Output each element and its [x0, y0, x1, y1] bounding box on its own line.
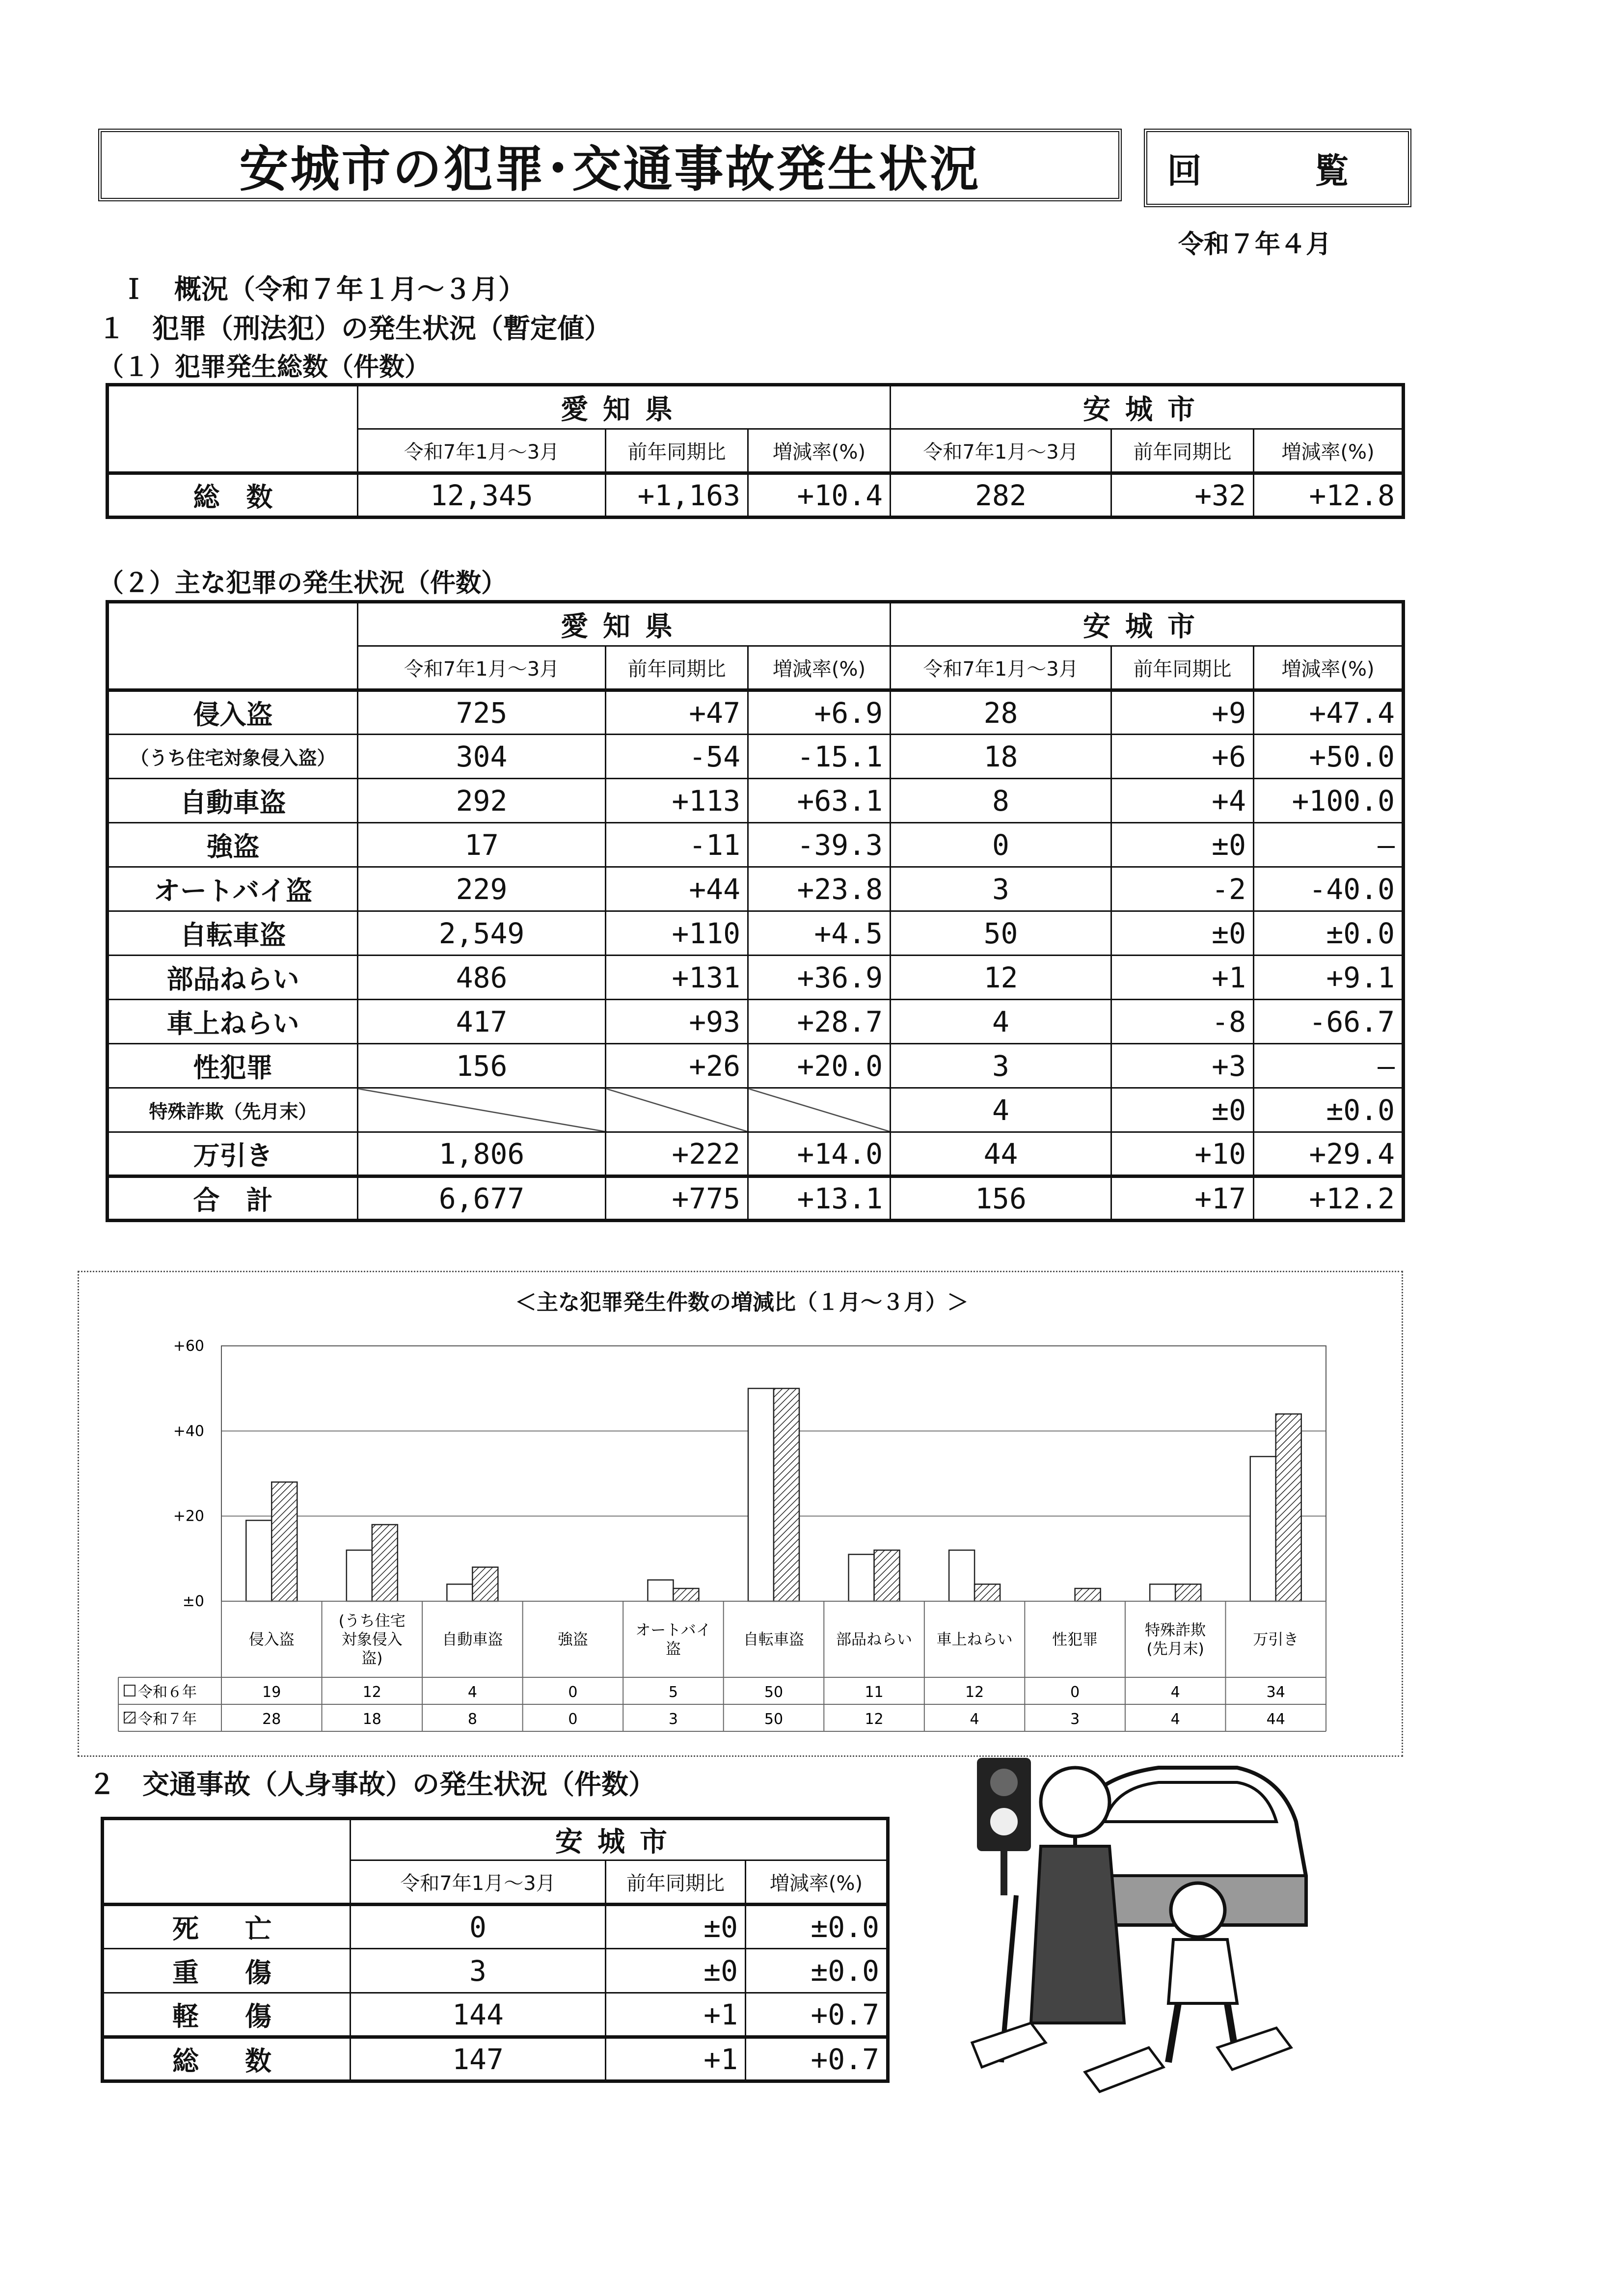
anjo-cell: ±0.0: [1254, 1088, 1404, 1132]
data-value-label: 4: [970, 1711, 979, 1728]
page-title-text: 安城市の犯罪･交通事故発生状況: [239, 140, 981, 198]
table2-col-period: 令和7年1月～3月: [358, 646, 606, 690]
category-label: 盗): [361, 1649, 383, 1667]
y-tick-label: +60: [173, 1338, 204, 1355]
table-row: [108, 1088, 1404, 1132]
chart-title: ＜主な犯罪発生件数の増減比（１月～３月）＞: [515, 1290, 969, 1315]
traffic-label: 重 傷: [103, 1949, 351, 1993]
data-value-label: 11: [865, 1684, 884, 1701]
data-value-label: 12: [965, 1684, 984, 1701]
aichi-cell: 417: [358, 1000, 606, 1044]
section-heading-overview: Ｉ 概況（令和７年１月～３月）: [120, 273, 526, 305]
table-row: [108, 779, 1404, 823]
anjo-cell: -66.7: [1254, 1000, 1404, 1044]
aichi-cell: -54: [606, 735, 748, 779]
anjo-cell: 4: [891, 1000, 1111, 1044]
table2-col-prev-anjo: 前年同期比: [1111, 646, 1254, 690]
category-label: 特殊詐欺: [1145, 1621, 1206, 1640]
category-label: 対象侵入: [341, 1631, 403, 1649]
aichi-cell: 156: [358, 1044, 606, 1088]
anjo-cell: +29.4: [1254, 1132, 1404, 1176]
legend-swatch: [124, 1685, 135, 1696]
crime-label: 特殊詐欺（先月末）: [108, 1088, 358, 1132]
table2-col-rate: 増減率(%): [748, 646, 891, 690]
anjo-cell: -40.0: [1254, 867, 1404, 911]
data-value-label: 12: [362, 1684, 381, 1701]
table-row: [103, 1993, 888, 2037]
traffic-col-period: 令和7年1月～3月: [351, 1860, 606, 1905]
section-heading-traffic: ２ 交通事故（人身事故）の発生状況（件数）: [88, 1769, 656, 1800]
aichi-cell: 304: [358, 735, 606, 779]
crime-bar-chart: [79, 1272, 1402, 1755]
bar-r6: [1150, 1584, 1175, 1601]
aichi-cell: +26: [606, 1044, 748, 1088]
table1-anjo-prev: +32: [1111, 473, 1254, 518]
anjo-cell: +9.1: [1254, 956, 1404, 1000]
data-value-label: 12: [865, 1711, 884, 1728]
table-row: [108, 690, 1404, 735]
category-label: (うち住宅: [338, 1612, 406, 1630]
data-value-label: 34: [1266, 1684, 1285, 1701]
issue-date: 令和７年４月: [1178, 230, 1332, 259]
crime-label: オートバイ盗: [108, 867, 358, 911]
aichi-cell: 2,549: [358, 911, 606, 956]
category-label: 盗: [665, 1640, 681, 1658]
crime-label: 車上ねらい: [108, 1000, 358, 1044]
traffic-label: 死 亡: [103, 1905, 351, 1949]
traffic-cell: +1: [606, 1993, 746, 2037]
bar-r7: [271, 1482, 297, 1601]
table-row: [108, 956, 1404, 1000]
category-label: オートバイ: [635, 1621, 711, 1640]
bar-r7: [472, 1567, 498, 1601]
legend-swatch: [124, 1712, 135, 1723]
aichi-cell: 229: [358, 867, 606, 911]
child-icon: [1171, 1883, 1225, 1937]
aichi-cell: 486: [358, 956, 606, 1000]
page-title: [98, 129, 1122, 201]
data-value-label: 3: [668, 1711, 678, 1728]
anjo-cell: -2: [1111, 867, 1254, 911]
category-label: 自動車盗: [442, 1631, 503, 1649]
data-value-label: 28: [262, 1711, 281, 1728]
legend-label: 令和７年: [138, 1711, 197, 1728]
table1-anjo-header: 安城市: [891, 385, 1404, 429]
anjo-cell: +9: [1111, 690, 1254, 735]
data-value-label: 4: [1170, 1711, 1180, 1728]
aichi-cell: +44: [606, 867, 748, 911]
circulate-label: 回 覧: [1167, 150, 1388, 191]
anjo-cell: 8: [891, 779, 1111, 823]
category-label: 性犯罪: [1052, 1631, 1098, 1649]
bar-r7: [1276, 1414, 1301, 1601]
anjo-cell: 0: [891, 823, 1111, 867]
crime-label: 万引き: [108, 1132, 358, 1176]
crosswalk-stripes: [972, 2023, 1291, 2092]
aichi-cell: -15.1: [748, 735, 891, 779]
aichi-cell: 6,677: [358, 1176, 606, 1221]
aichi-cell: [358, 1088, 606, 1132]
aichi-cell: +36.9: [748, 956, 891, 1000]
category-label: 自転車盗: [743, 1631, 804, 1649]
aichi-cell: 1,806: [358, 1132, 606, 1176]
data-value-label: 4: [467, 1684, 477, 1701]
traffic-col-prev: 前年同期比: [606, 1860, 746, 1905]
bar-r6: [246, 1520, 271, 1601]
anjo-cell: +4: [1111, 779, 1254, 823]
table-row: [103, 1949, 888, 1993]
crime-label: 侵入盗: [108, 690, 358, 735]
aichi-cell: +28.7: [748, 1000, 891, 1044]
y-tick-label: ±0: [182, 1593, 204, 1610]
table2-corner: [108, 602, 358, 690]
anjo-cell: 156: [891, 1176, 1111, 1221]
anjo-cell: 50: [891, 911, 1111, 956]
category-label: (先月末): [1146, 1640, 1204, 1658]
table1-col-prev: 前年同期比: [606, 429, 748, 473]
bar-r6: [447, 1584, 472, 1601]
data-value-label: 5: [668, 1684, 678, 1701]
bar-r6: [849, 1555, 874, 1601]
category-label: 万引き: [1253, 1631, 1299, 1649]
data-value-label: 44: [1266, 1711, 1285, 1728]
table2-aichi-header: 愛知県: [358, 602, 891, 646]
aichi-cell: 725: [358, 690, 606, 735]
aichi-cell: +63.1: [748, 779, 891, 823]
aichi-cell: +110: [606, 911, 748, 956]
anjo-cell: ±0: [1111, 911, 1254, 956]
circulate-box: [1144, 129, 1411, 207]
data-value-label: 19: [262, 1684, 281, 1701]
anjo-cell: +17: [1111, 1176, 1254, 1221]
bar-r6: [648, 1580, 673, 1601]
data-value-label: 0: [568, 1711, 578, 1728]
data-value-label: 8: [467, 1711, 477, 1728]
anjo-cell: 28: [891, 690, 1111, 735]
traffic-cell: ±0.0: [746, 1949, 888, 1993]
bar-r6: [347, 1550, 372, 1601]
table-row: [108, 867, 1404, 911]
anjo-cell: +10: [1111, 1132, 1254, 1176]
table1-col-period: 令和7年1月～3月: [358, 429, 606, 473]
table1-caption: （１）犯罪発生総数（件数）: [98, 353, 431, 382]
traffic-anjo-header: 安城市: [351, 1819, 888, 1860]
anjo-cell: ±0: [1111, 823, 1254, 867]
anjo-cell: 18: [891, 735, 1111, 779]
crime-label: 強盗: [108, 823, 358, 867]
table2-col-rate-anjo: 増減率(%): [1254, 646, 1404, 690]
aichi-cell: +222: [606, 1132, 748, 1176]
aichi-cell: 17: [358, 823, 606, 867]
table2-col-period-anjo: 令和7年1月～3月: [891, 646, 1111, 690]
table1-row-label: 総 数: [108, 473, 358, 518]
table1-corner: [108, 385, 358, 473]
anjo-cell: +50.0: [1254, 735, 1404, 779]
data-value-label: 3: [1070, 1711, 1080, 1728]
table1-anjo-rate: +12.8: [1254, 473, 1404, 518]
anjo-cell: 3: [891, 867, 1111, 911]
crime-label: （うち住宅対象侵入盗）: [108, 735, 358, 779]
crime-label: 部品ねらい: [108, 956, 358, 1000]
major-crimes-table: [106, 600, 1405, 1222]
traffic-cell: 3: [351, 1949, 606, 1993]
table1-anjo-count: 282: [891, 473, 1111, 518]
table-row: [108, 823, 1404, 867]
anjo-cell: -8: [1111, 1000, 1254, 1044]
aichi-cell: +93: [606, 1000, 748, 1044]
table-row: [103, 1905, 888, 1949]
traffic-cell: ±0.0: [746, 1905, 888, 1949]
bar-r7: [1175, 1584, 1201, 1601]
crime-label: 合 計: [108, 1176, 358, 1221]
bar-r7: [774, 1389, 799, 1601]
data-value-label: 18: [362, 1711, 381, 1728]
data-value-label: 4: [1170, 1684, 1180, 1701]
aichi-cell: 292: [358, 779, 606, 823]
bar-r6: [748, 1389, 774, 1601]
bar-r7: [372, 1525, 398, 1601]
data-value-label: 0: [1070, 1684, 1080, 1701]
crosswalk-illustration: [962, 1748, 1335, 2102]
anjo-cell: +47.4: [1254, 690, 1404, 735]
traffic-col-rate: 増減率(%): [746, 1860, 888, 1905]
traffic-cell: 0: [351, 1905, 606, 1949]
legend-label: 令和６年: [138, 1684, 197, 1701]
category-label: 強盗: [557, 1631, 588, 1649]
aichi-cell: +113: [606, 779, 748, 823]
traffic-cell: 144: [351, 1993, 606, 2037]
data-value-label: 50: [764, 1711, 784, 1728]
aichi-cell: -11: [606, 823, 748, 867]
bar-r6: [949, 1550, 974, 1601]
traffic-cell: +0.7: [746, 1993, 888, 2037]
bar-r7: [673, 1588, 699, 1601]
table-row: [108, 911, 1404, 956]
category-label: 部品ねらい: [836, 1631, 913, 1649]
table2-col-prev: 前年同期比: [606, 646, 748, 690]
anjo-cell: +12.2: [1254, 1176, 1404, 1221]
y-tick-label: +20: [173, 1507, 204, 1525]
anjo-cell: +100.0: [1254, 779, 1404, 823]
aichi-cell: +23.8: [748, 867, 891, 911]
grandmother-icon: [1041, 1768, 1109, 1836]
crime-total-table: [106, 383, 1405, 519]
table1-aichi-count: 12,345: [358, 473, 606, 518]
anjo-cell: ±0: [1111, 1088, 1254, 1132]
traffic-label: 総 数: [103, 2037, 351, 2081]
traffic-cell: ±0: [606, 1949, 746, 1993]
traffic-label: 軽 傷: [103, 1993, 351, 2037]
table-row: [103, 2037, 888, 2081]
anjo-cell: ―: [1254, 823, 1404, 867]
aichi-cell: [606, 1088, 748, 1132]
category-label: 侵入盗: [248, 1631, 295, 1649]
anjo-cell: +3: [1111, 1044, 1254, 1088]
aichi-cell: +14.0: [748, 1132, 891, 1176]
table-row: [108, 1044, 1404, 1088]
bar-r7: [974, 1584, 1000, 1601]
anjo-cell: 3: [891, 1044, 1111, 1088]
traffic-cell: 147: [351, 2037, 606, 2081]
anjo-cell: 4: [891, 1088, 1111, 1132]
crime-label: 自転車盗: [108, 911, 358, 956]
table-row: [108, 1132, 1404, 1176]
bar-r6: [1250, 1456, 1276, 1601]
bar-r7: [1075, 1588, 1101, 1601]
table-row: [108, 1176, 1404, 1221]
aichi-cell: +131: [606, 956, 748, 1000]
anjo-cell: 12: [891, 956, 1111, 1000]
aichi-cell: +47: [606, 690, 748, 735]
aichi-cell: +4.5: [748, 911, 891, 956]
table1-col-prev-anjo: 前年同期比: [1111, 429, 1254, 473]
crime-chart-frame: [78, 1271, 1403, 1757]
table1-aichi-header: 愛知県: [358, 385, 891, 429]
bar-r7: [874, 1550, 900, 1601]
category-label: 車上ねらい: [936, 1631, 1013, 1649]
table2-anjo-header: 安城市: [891, 602, 1404, 646]
table1-col-rate-anjo: 増減率(%): [1254, 429, 1404, 473]
traffic-cell: +0.7: [746, 2037, 888, 2081]
aichi-cell: +6.9: [748, 690, 891, 735]
aichi-cell: -39.3: [748, 823, 891, 867]
aichi-cell: [748, 1088, 891, 1132]
crime-label: 性犯罪: [108, 1044, 358, 1088]
aichi-cell: +20.0: [748, 1044, 891, 1088]
anjo-cell: ―: [1254, 1044, 1404, 1088]
data-value-label: 0: [568, 1684, 578, 1701]
table-row: [108, 735, 1404, 779]
aichi-cell: +13.1: [748, 1176, 891, 1221]
aichi-cell: +775: [606, 1176, 748, 1221]
traffic-cell: ±0: [606, 1905, 746, 1949]
anjo-cell: +6: [1111, 735, 1254, 779]
traffic-corner: [103, 1819, 351, 1905]
anjo-cell: 44: [891, 1132, 1111, 1176]
data-value-label: 50: [764, 1684, 784, 1701]
traffic-cell: +1: [606, 2037, 746, 2081]
section-heading-crime: １ 犯罪（刑法犯）の発生状況（暫定値）: [98, 313, 612, 344]
anjo-cell: +1: [1111, 956, 1254, 1000]
table-row: [108, 1000, 1404, 1044]
table2-caption: （２）主な犯罪の発生状況（件数）: [98, 569, 507, 598]
table1-col-rate: 増減率(%): [748, 429, 891, 473]
table1-aichi-prev: +1,163: [606, 473, 748, 518]
table1-aichi-rate: +10.4: [748, 473, 891, 518]
traffic-table: [101, 1817, 890, 2083]
anjo-cell: ±0.0: [1254, 911, 1404, 956]
table1-col-period-anjo: 令和7年1月～3月: [891, 429, 1111, 473]
crime-label: 自動車盗: [108, 779, 358, 823]
y-tick-label: +40: [173, 1422, 204, 1440]
